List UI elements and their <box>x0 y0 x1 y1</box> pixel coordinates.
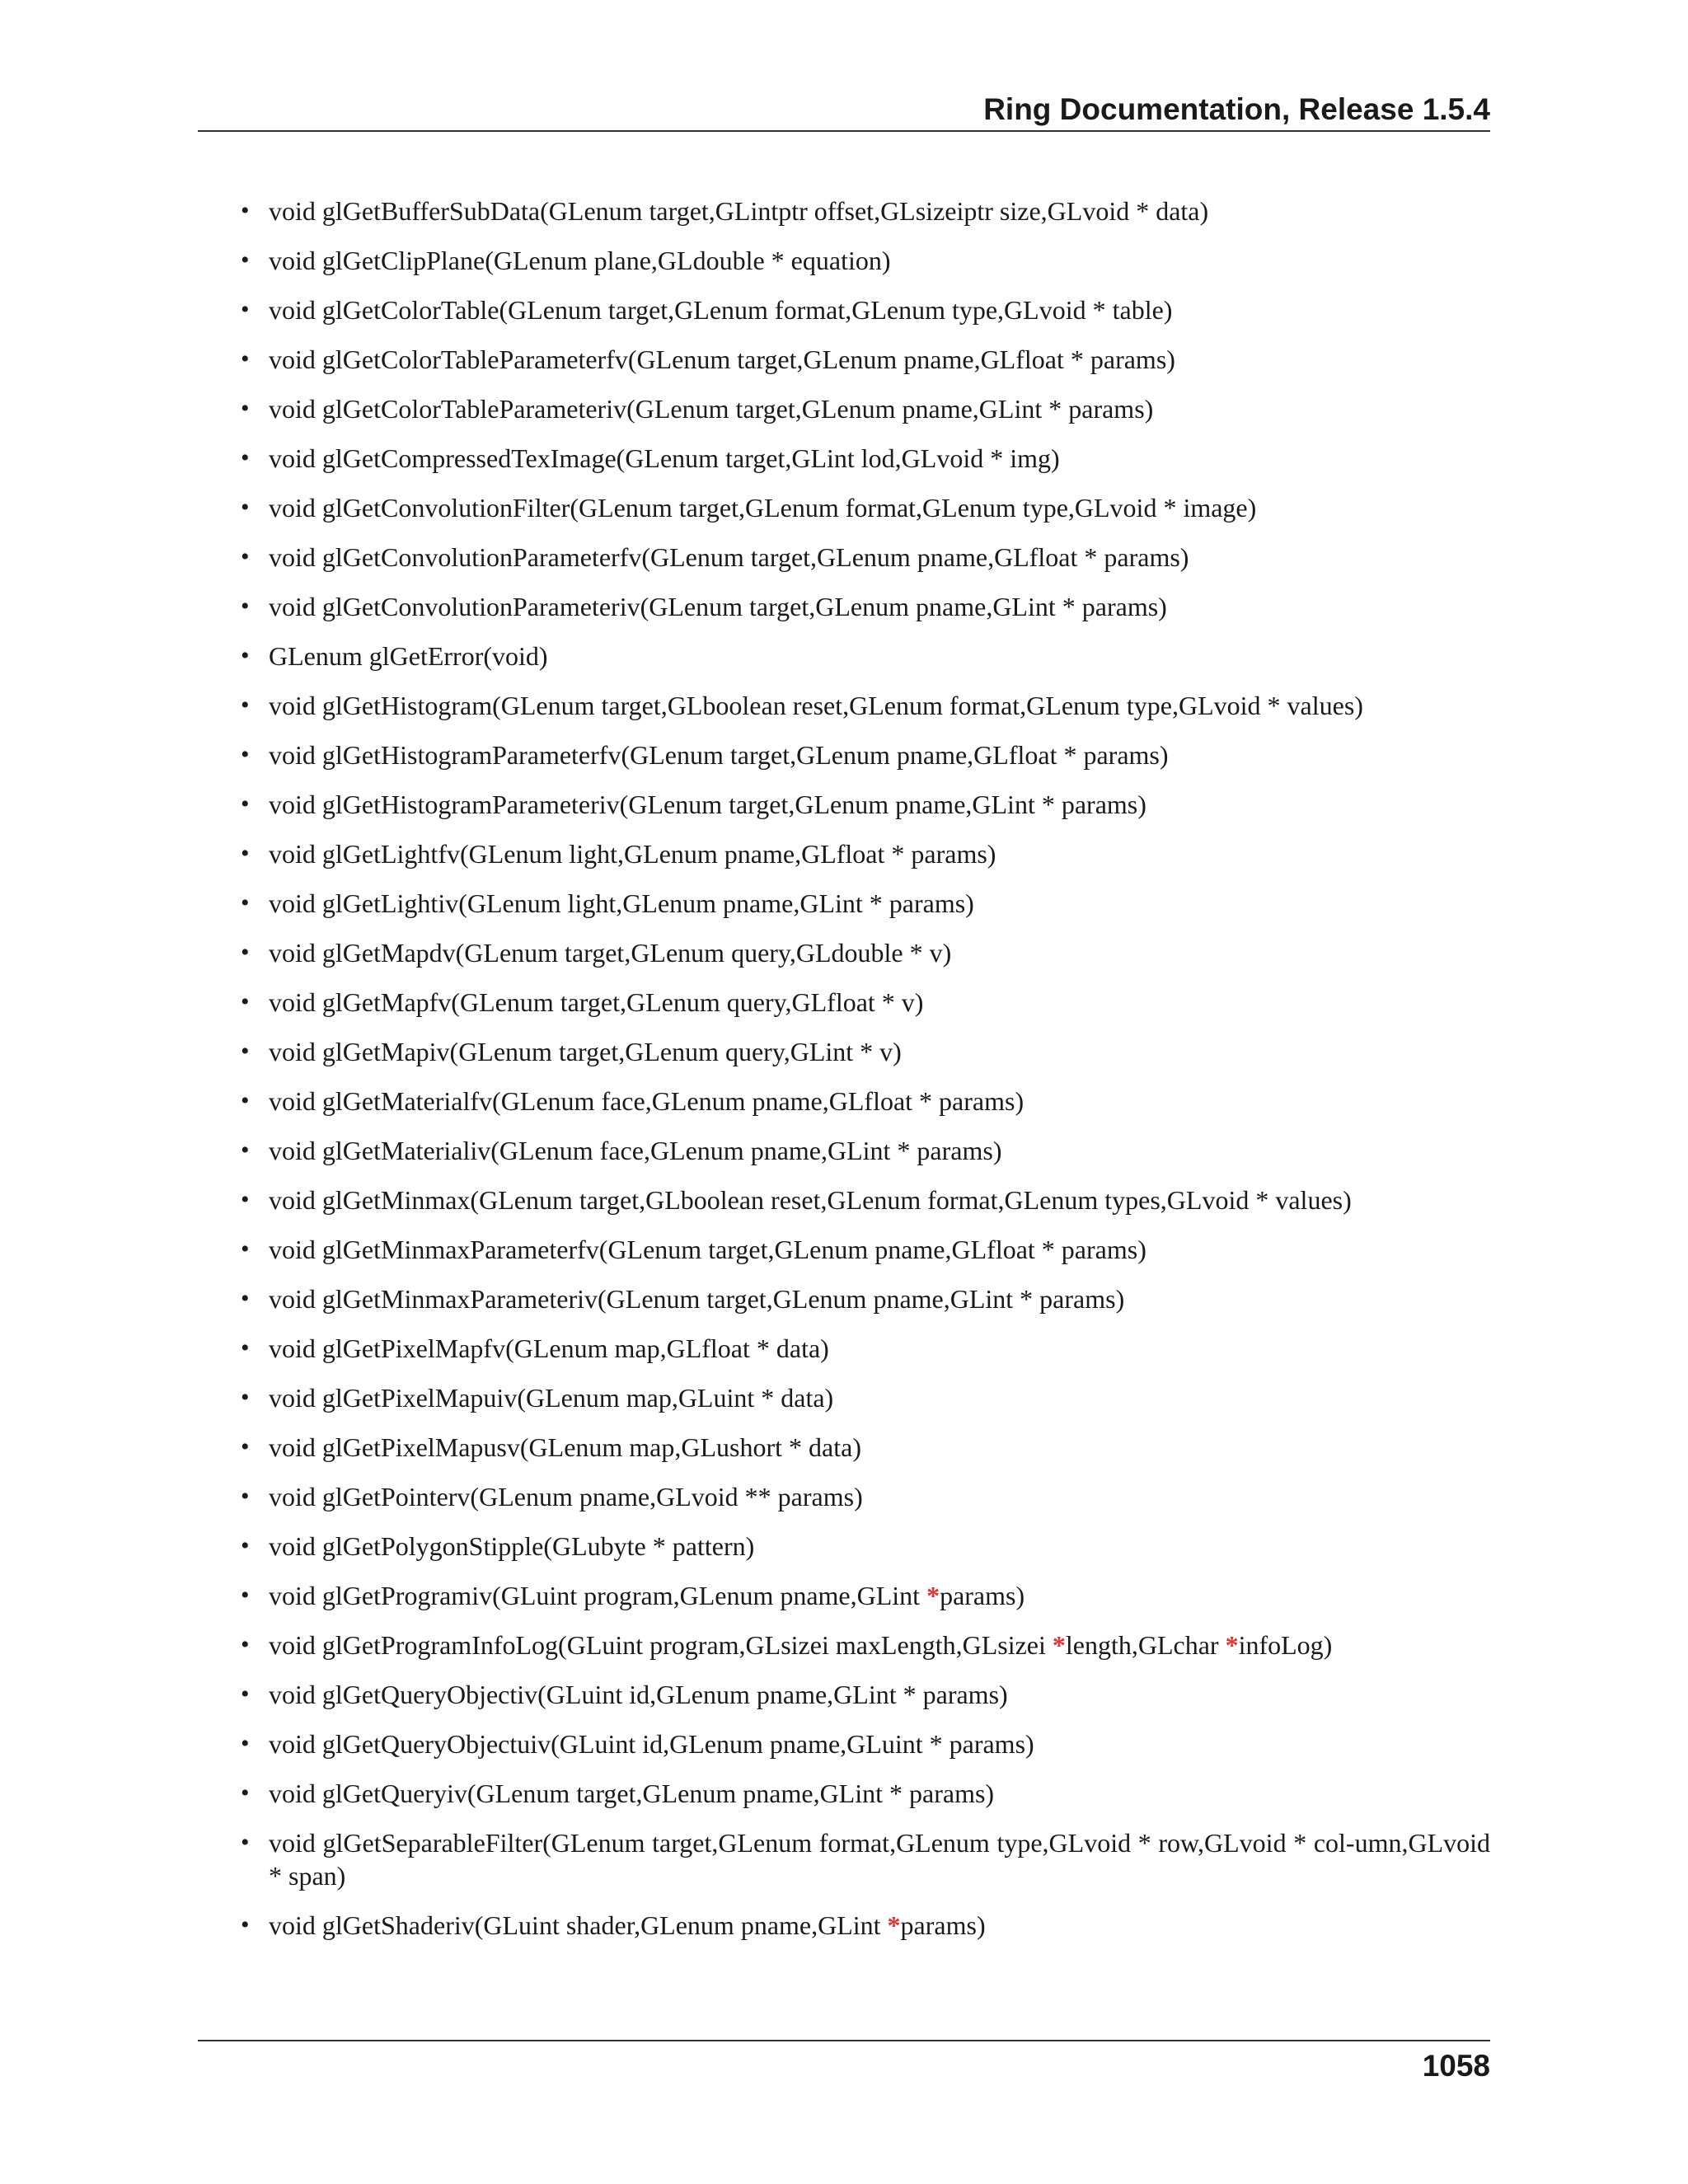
bullet-icon: • <box>241 1911 250 1938</box>
list-item <box>198 1085 1490 1118</box>
list-item <box>198 837 1490 870</box>
bullet-icon: • <box>241 1631 250 1658</box>
bullet-icon: • <box>241 642 250 669</box>
list-item <box>198 986 1490 1019</box>
list-item-text: void glGetLightfv(GLenum light,GLenum pname,GLfloat * params) <box>269 839 996 869</box>
list-item-text: void glGetLightiv(GLenum light,GLenum pname,GLint * params) <box>269 888 974 918</box>
list-item-text: void glGetColorTableParameteriv(GLenum target,GLenum pname,GLint * params) <box>269 394 1154 424</box>
list-item-text: void glGetMinmax(GLenum target,GLboolean reset,GLenum format,GLenum types,GLvoid * values) <box>269 1185 1352 1215</box>
list-item <box>198 194 1490 227</box>
list-item-text: void glGetHistogram(GLenum target,GLboolean reset,GLenum format,GLenum type,GLvoid * values) <box>269 691 1363 720</box>
bullet-icon: • <box>241 790 250 818</box>
list-item <box>198 936 1490 969</box>
list-item <box>198 541 1490 574</box>
bullet-icon: • <box>241 1730 250 1757</box>
bullet-icon: • <box>241 1235 250 1263</box>
list-item-text: void glGetMaterialfv(GLenum face,GLenum pname,GLfloat * params) <box>269 1086 1025 1116</box>
bullet-icon: • <box>241 741 250 768</box>
list-item <box>198 1579 1490 1612</box>
bullet-icon: • <box>241 1433 250 1460</box>
list-item <box>198 343 1490 376</box>
bullet-icon: • <box>241 1038 250 1065</box>
header-rule <box>198 130 1490 132</box>
list-item-text: void glGetHistogramParameteriv(GLenum target,GLenum pname,GLint * params) <box>269 790 1146 819</box>
list-item <box>198 1332 1490 1365</box>
list-item-text: void glGetMapfv(GLenum target,GLenum query,GLfloat * v) <box>269 987 924 1017</box>
list-item <box>198 1629 1490 1661</box>
bullet-icon: • <box>241 1779 250 1807</box>
bullet-icon: • <box>241 395 250 422</box>
list-item-text: void glGetPixelMapuiv(GLenum map,GLuint * data) <box>269 1383 834 1413</box>
bullet-icon: • <box>241 1186 250 1213</box>
list-item <box>198 293 1490 326</box>
list-item <box>198 1777 1490 1810</box>
list-item-text: void glGetQueryiv(GLenum target,GLenum pname,GLint * params) <box>269 1779 995 1808</box>
running-header-title: Ring Documentation, Release 1.5.4 <box>983 92 1490 126</box>
emphasis-star: * <box>1225 1630 1239 1660</box>
list-item-text: void glGetMinmaxParameteriv(GLenum target,GLenum pname,GLint * params) <box>269 1284 1125 1314</box>
list-item <box>198 1826 1490 1892</box>
list-item-text: void glGetSeparableFilter(GLenum target,GLenum format,GLenum type,GLvoid * row,GLvoid * col-umn,GLvoid * span) <box>269 1828 1490 1891</box>
list-item-text: void glGetQueryObjectiv(GLuint id,GLenum pname,GLint * params) <box>269 1680 1008 1709</box>
bullet-icon: • <box>241 197 250 224</box>
bullet-icon: • <box>241 1582 250 1609</box>
list-item-text: void glGetBufferSubData(GLenum target,GLintptr offset,GLsizeiptr size,GLvoid * data) <box>269 196 1209 226</box>
emphasis-star: * <box>1052 1630 1066 1660</box>
list-item <box>198 442 1490 475</box>
function-list <box>198 194 1490 1942</box>
list-item-text: void glGetShaderiv(GLuint shader,GLenum pname,GLint *params) <box>269 1910 986 1940</box>
bullet-icon: • <box>241 543 250 570</box>
list-item-text: void glGetPixelMapusv(GLenum map,GLushort * data) <box>269 1432 861 1462</box>
list-item <box>198 1183 1490 1216</box>
list-item-text: GLenum glGetError(void) <box>269 641 548 671</box>
list-item-text: void glGetHistogramParameterfv(GLenum target,GLenum pname,GLfloat * params) <box>269 740 1169 770</box>
list-item-text: void glGetPolygonStipple(GLubyte * pattern) <box>269 1531 755 1561</box>
bullet-icon: • <box>241 1384 250 1411</box>
page-content <box>198 194 1490 1958</box>
list-item <box>198 491 1490 524</box>
bullet-icon: • <box>241 1532 250 1559</box>
list-item <box>198 590 1490 623</box>
list-item <box>198 1727 1490 1760</box>
list-item-text: void glGetConvolutionParameteriv(GLenum target,GLenum pname,GLint * params) <box>269 592 1167 621</box>
list-item <box>198 887 1490 920</box>
list-item-text: void glGetQueryObjectuiv(GLuint id,GLenum pname,GLuint * params) <box>269 1729 1034 1759</box>
list-item <box>198 738 1490 771</box>
list-item-text: void glGetConvolutionFilter(GLenum target,GLenum format,GLenum type,GLvoid * image) <box>269 493 1257 523</box>
list-item <box>198 1530 1490 1563</box>
list-item <box>198 640 1490 673</box>
list-item <box>198 1282 1490 1315</box>
list-item <box>198 1431 1490 1464</box>
list-item-text: void glGetProgramInfoLog(GLuint program,GLsizei maxLength,GLsizei *length,GLchar *infoLog) <box>269 1630 1333 1660</box>
list-item <box>198 1678 1490 1711</box>
bullet-icon: • <box>241 246 250 274</box>
bullet-icon: • <box>241 296 250 323</box>
footer-rule <box>198 2040 1490 2041</box>
bullet-icon: • <box>241 889 250 916</box>
list-item <box>198 1480 1490 1513</box>
list-item-text: void glGetConvolutionParameterfv(GLenum target,GLenum pname,GLfloat * params) <box>269 542 1189 572</box>
list-item-text: void glGetMapiv(GLenum target,GLenum query,GLint * v) <box>269 1037 902 1066</box>
list-item-text: void glGetPixelMapfv(GLenum map,GLfloat * data) <box>269 1333 829 1363</box>
emphasis-star: * <box>887 1910 901 1940</box>
bullet-icon: • <box>241 1285 250 1312</box>
list-item-text: void glGetColorTableParameterfv(GLenum target,GLenum pname,GLfloat * params) <box>269 344 1175 374</box>
emphasis-star: * <box>926 1581 940 1610</box>
bullet-icon: • <box>241 444 250 471</box>
list-item <box>198 244 1490 277</box>
bullet-icon: • <box>241 1137 250 1164</box>
list-item-text: void glGetMinmaxParameterfv(GLenum target,GLenum pname,GLfloat * params) <box>269 1235 1146 1264</box>
list-item-text: void glGetClipPlane(GLenum plane,GLdouble * equation) <box>269 246 891 275</box>
list-item <box>198 392 1490 425</box>
page-number: 1058 <box>1422 2049 1490 2083</box>
bullet-icon: • <box>241 840 250 867</box>
bullet-icon: • <box>241 1483 250 1510</box>
bullet-icon: • <box>241 593 250 620</box>
list-item-text: void glGetColorTable(GLenum target,GLenum format,GLenum type,GLvoid * table) <box>269 295 1173 325</box>
bullet-icon: • <box>241 988 250 1015</box>
list-item <box>198 1909 1490 1942</box>
bullet-icon: • <box>241 1829 250 1856</box>
list-item <box>198 1381 1490 1414</box>
list-item <box>198 1134 1490 1167</box>
list-item <box>198 788 1490 821</box>
list-item-text: void glGetMaterialiv(GLenum face,GLenum pname,GLint * params) <box>269 1136 1002 1165</box>
bullet-icon: • <box>241 691 250 719</box>
bullet-icon: • <box>241 1087 250 1114</box>
list-item <box>198 1233 1490 1266</box>
bullet-icon: • <box>241 1680 250 1708</box>
list-item <box>198 689 1490 722</box>
bullet-icon: • <box>241 1334 250 1361</box>
list-item-text: void glGetMapdv(GLenum target,GLenum query,GLdouble * v) <box>269 938 952 968</box>
list-item-text: void glGetProgramiv(GLuint program,GLenum pname,GLint *params) <box>269 1581 1025 1610</box>
bullet-icon: • <box>241 494 250 521</box>
list-item <box>198 1035 1490 1068</box>
bullet-icon: • <box>241 939 250 966</box>
bullet-icon: • <box>241 345 250 373</box>
list-item-text: void glGetPointerv(GLenum pname,GLvoid ** params) <box>269 1482 863 1511</box>
list-item-text: void glGetCompressedTexImage(GLenum target,GLint lod,GLvoid * img) <box>269 443 1060 473</box>
